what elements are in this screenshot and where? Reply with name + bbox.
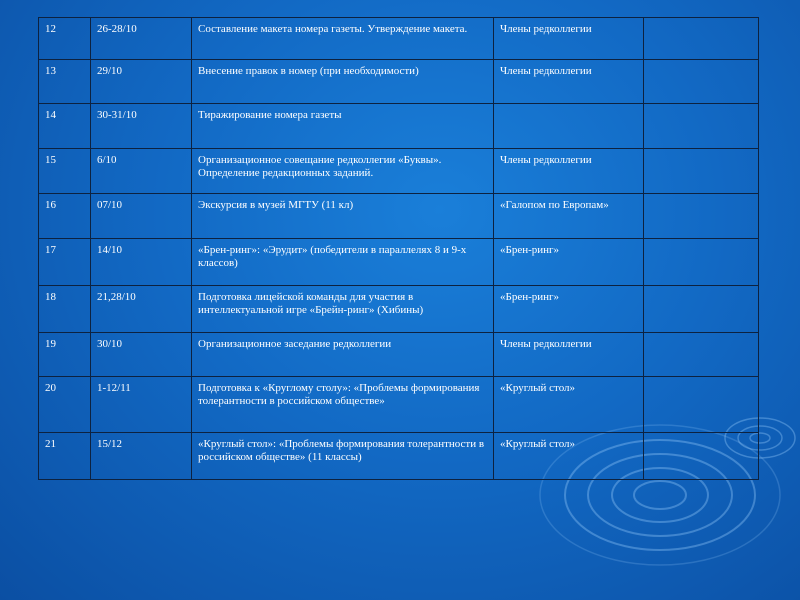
table-row	[39, 194, 759, 239]
row-number: 16	[39, 194, 91, 239]
table-row	[39, 239, 759, 286]
row-number: 21	[39, 433, 91, 480]
row-event: Тиражирование номера газеты	[192, 104, 494, 149]
row-responsible: «Галопом по Европам»	[494, 194, 644, 239]
row-date: 6/10	[91, 149, 192, 194]
row-date: 14/10	[91, 239, 192, 286]
row-number: 12	[39, 18, 91, 60]
row-number: 17	[39, 239, 91, 286]
row-date: 29/10	[91, 60, 192, 104]
row-event: Внесение правок в номер (при необходимости)	[192, 60, 494, 104]
table-row	[39, 333, 759, 377]
table-row	[39, 149, 759, 194]
schedule-table	[38, 17, 759, 480]
row-note	[644, 239, 759, 286]
row-event: Экскурсия в музей МГТУ (11 кл)	[192, 194, 494, 239]
row-responsible: Члены редколлегии	[494, 60, 644, 104]
row-note	[644, 194, 759, 239]
row-responsible: «Круглый стол»	[494, 377, 644, 433]
row-number: 18	[39, 286, 91, 333]
row-date: 15/12	[91, 433, 192, 480]
row-responsible	[494, 104, 644, 149]
table-row	[39, 18, 759, 60]
row-date: 07/10	[91, 194, 192, 239]
row-note	[644, 149, 759, 194]
row-number: 13	[39, 60, 91, 104]
row-note	[644, 333, 759, 377]
row-date: 1-12/11	[91, 377, 192, 433]
row-note	[644, 18, 759, 60]
row-number: 19	[39, 333, 91, 377]
row-note	[644, 60, 759, 104]
row-event: Подготовка лицейской команды для участия в интеллектуальной игре «Брейн-ринг» (Хибины)	[192, 286, 494, 333]
row-note	[644, 286, 759, 333]
row-responsible: «Брен-ринг»	[494, 239, 644, 286]
row-event: Организационное заседание редколлегии	[192, 333, 494, 377]
table-row	[39, 377, 759, 433]
row-event: Организационное совещание редколлегии «Буквы». Определение редакционных заданий.	[192, 149, 494, 194]
row-number: 14	[39, 104, 91, 149]
row-date: 21,28/10	[91, 286, 192, 333]
row-responsible: «Брен-ринг»	[494, 286, 644, 333]
row-note	[644, 433, 759, 480]
row-responsible: Члены редколлегии	[494, 18, 644, 60]
row-responsible: «Круглый стол»	[494, 433, 644, 480]
row-event: Составление макета номера газеты. Утверждение макета.	[192, 18, 494, 60]
table-row	[39, 286, 759, 333]
row-number: 15	[39, 149, 91, 194]
row-event: «Круглый стол»: «Проблемы формирования толерантности в российском обществе» (11 классы)	[192, 433, 494, 480]
table-row	[39, 104, 759, 149]
row-note	[644, 377, 759, 433]
table-row	[39, 433, 759, 480]
row-date: 26-28/10	[91, 18, 192, 60]
row-note	[644, 104, 759, 149]
row-date: 30-31/10	[91, 104, 192, 149]
row-event: «Брен-ринг»: «Эрудит» (победители в параллелях 8 и 9-х классов)	[192, 239, 494, 286]
schedule-table-body	[39, 18, 759, 480]
row-date: 30/10	[91, 333, 192, 377]
row-responsible: Члены редколлегии	[494, 149, 644, 194]
table-row	[39, 60, 759, 104]
row-responsible: Члены редколлегии	[494, 333, 644, 377]
row-event: Подготовка к «Круглому столу»: «Проблемы формирования толерантности в российском обществе»	[192, 377, 494, 433]
row-number: 20	[39, 377, 91, 433]
